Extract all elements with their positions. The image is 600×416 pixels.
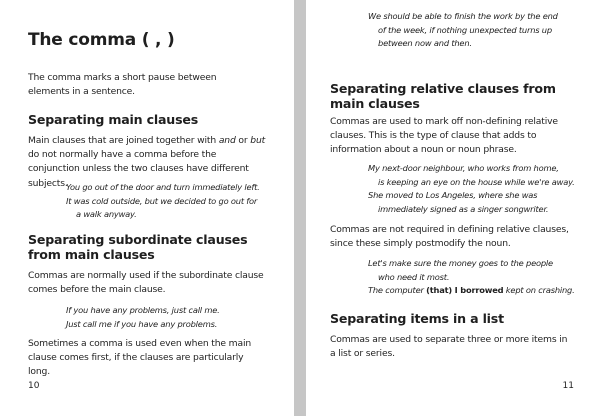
- example-line: She moved to Los Angeles, where she was: [368, 190, 538, 201]
- section-heading-relative-clauses: Separating relative clauses from main clauses: [330, 81, 556, 111]
- page-title: The comma ( , ): [28, 30, 175, 50]
- example-line: immediately signed as a singer songwriter.: [378, 203, 549, 214]
- example-line: of the week, if nothing unexpected turns up: [378, 24, 552, 35]
- example-line: The computer (that) I borrowed kept on crashing.: [368, 285, 575, 296]
- main-clauses-paragraph: Main clauses that are joined together with and or but do not normally have a comma before the conjunction unless the two clauses have different subjects.: [28, 135, 266, 189]
- example-line: a walk anyway.: [76, 209, 137, 220]
- long-clauses-paragraph: Sometimes a comma is used even when the main clause comes first, if the clauses are particularly long.: [28, 338, 252, 378]
- example-line: If you have any problems, just call me.: [66, 305, 220, 315]
- list-items-paragraph: Commas are used to separate three or more items in a list or series.: [330, 334, 568, 360]
- section-heading-main-clauses: Separating main clauses: [28, 112, 199, 127]
- relative-clauses-examples: [368, 162, 588, 216]
- example-line: Just call me if you have any problems.: [66, 318, 218, 329]
- emphasized-phrase: (that) I borrowed: [426, 285, 504, 296]
- left-page: [0, 0, 294, 416]
- example-line: It was cold outside, but we decided to go out for: [66, 195, 258, 206]
- example-line: We should be able to finish the work by the end: [368, 11, 558, 21]
- intro-paragraph: The comma marks a short pause between elements in a sentence.: [28, 72, 217, 98]
- section-heading-subordinate-clauses: Separating subordinate clauses from main clauses: [28, 232, 248, 262]
- example-line: between now and then.: [378, 38, 472, 49]
- relative-clauses-paragraph: Commas are used to mark off non-defining relative clauses. This is the type of clause that adds to information about a noun or noun phrase.: [330, 116, 558, 156]
- section-heading-list-items: Separating items in a list: [330, 311, 504, 326]
- page-number-right: 11: [562, 381, 574, 391]
- example-line: My next-door neighbour, who works from home,: [368, 163, 559, 173]
- example-line: Let's make sure the money goes to the people: [368, 258, 553, 268]
- defining-clauses-examples: [368, 257, 588, 298]
- right-page: [306, 0, 600, 416]
- defining-clauses-paragraph: Commas are not required in defining relative clauses, since these simply postmodify the noun.: [330, 224, 569, 250]
- subordinate-clauses-examples: [66, 304, 276, 331]
- example-line: is keeping an eye on the house while we're away.: [378, 176, 575, 187]
- example-line: who need it most.: [378, 271, 450, 282]
- subordinate-clauses-paragraph: Commas are normally used if the subordinate clause comes before the main clause.: [28, 270, 264, 296]
- example-line: You go out of the door and turn immediately left.: [66, 182, 260, 192]
- page-number-left: 10: [28, 381, 40, 391]
- continued-example: [368, 10, 583, 51]
- main-clauses-examples: [66, 181, 276, 222]
